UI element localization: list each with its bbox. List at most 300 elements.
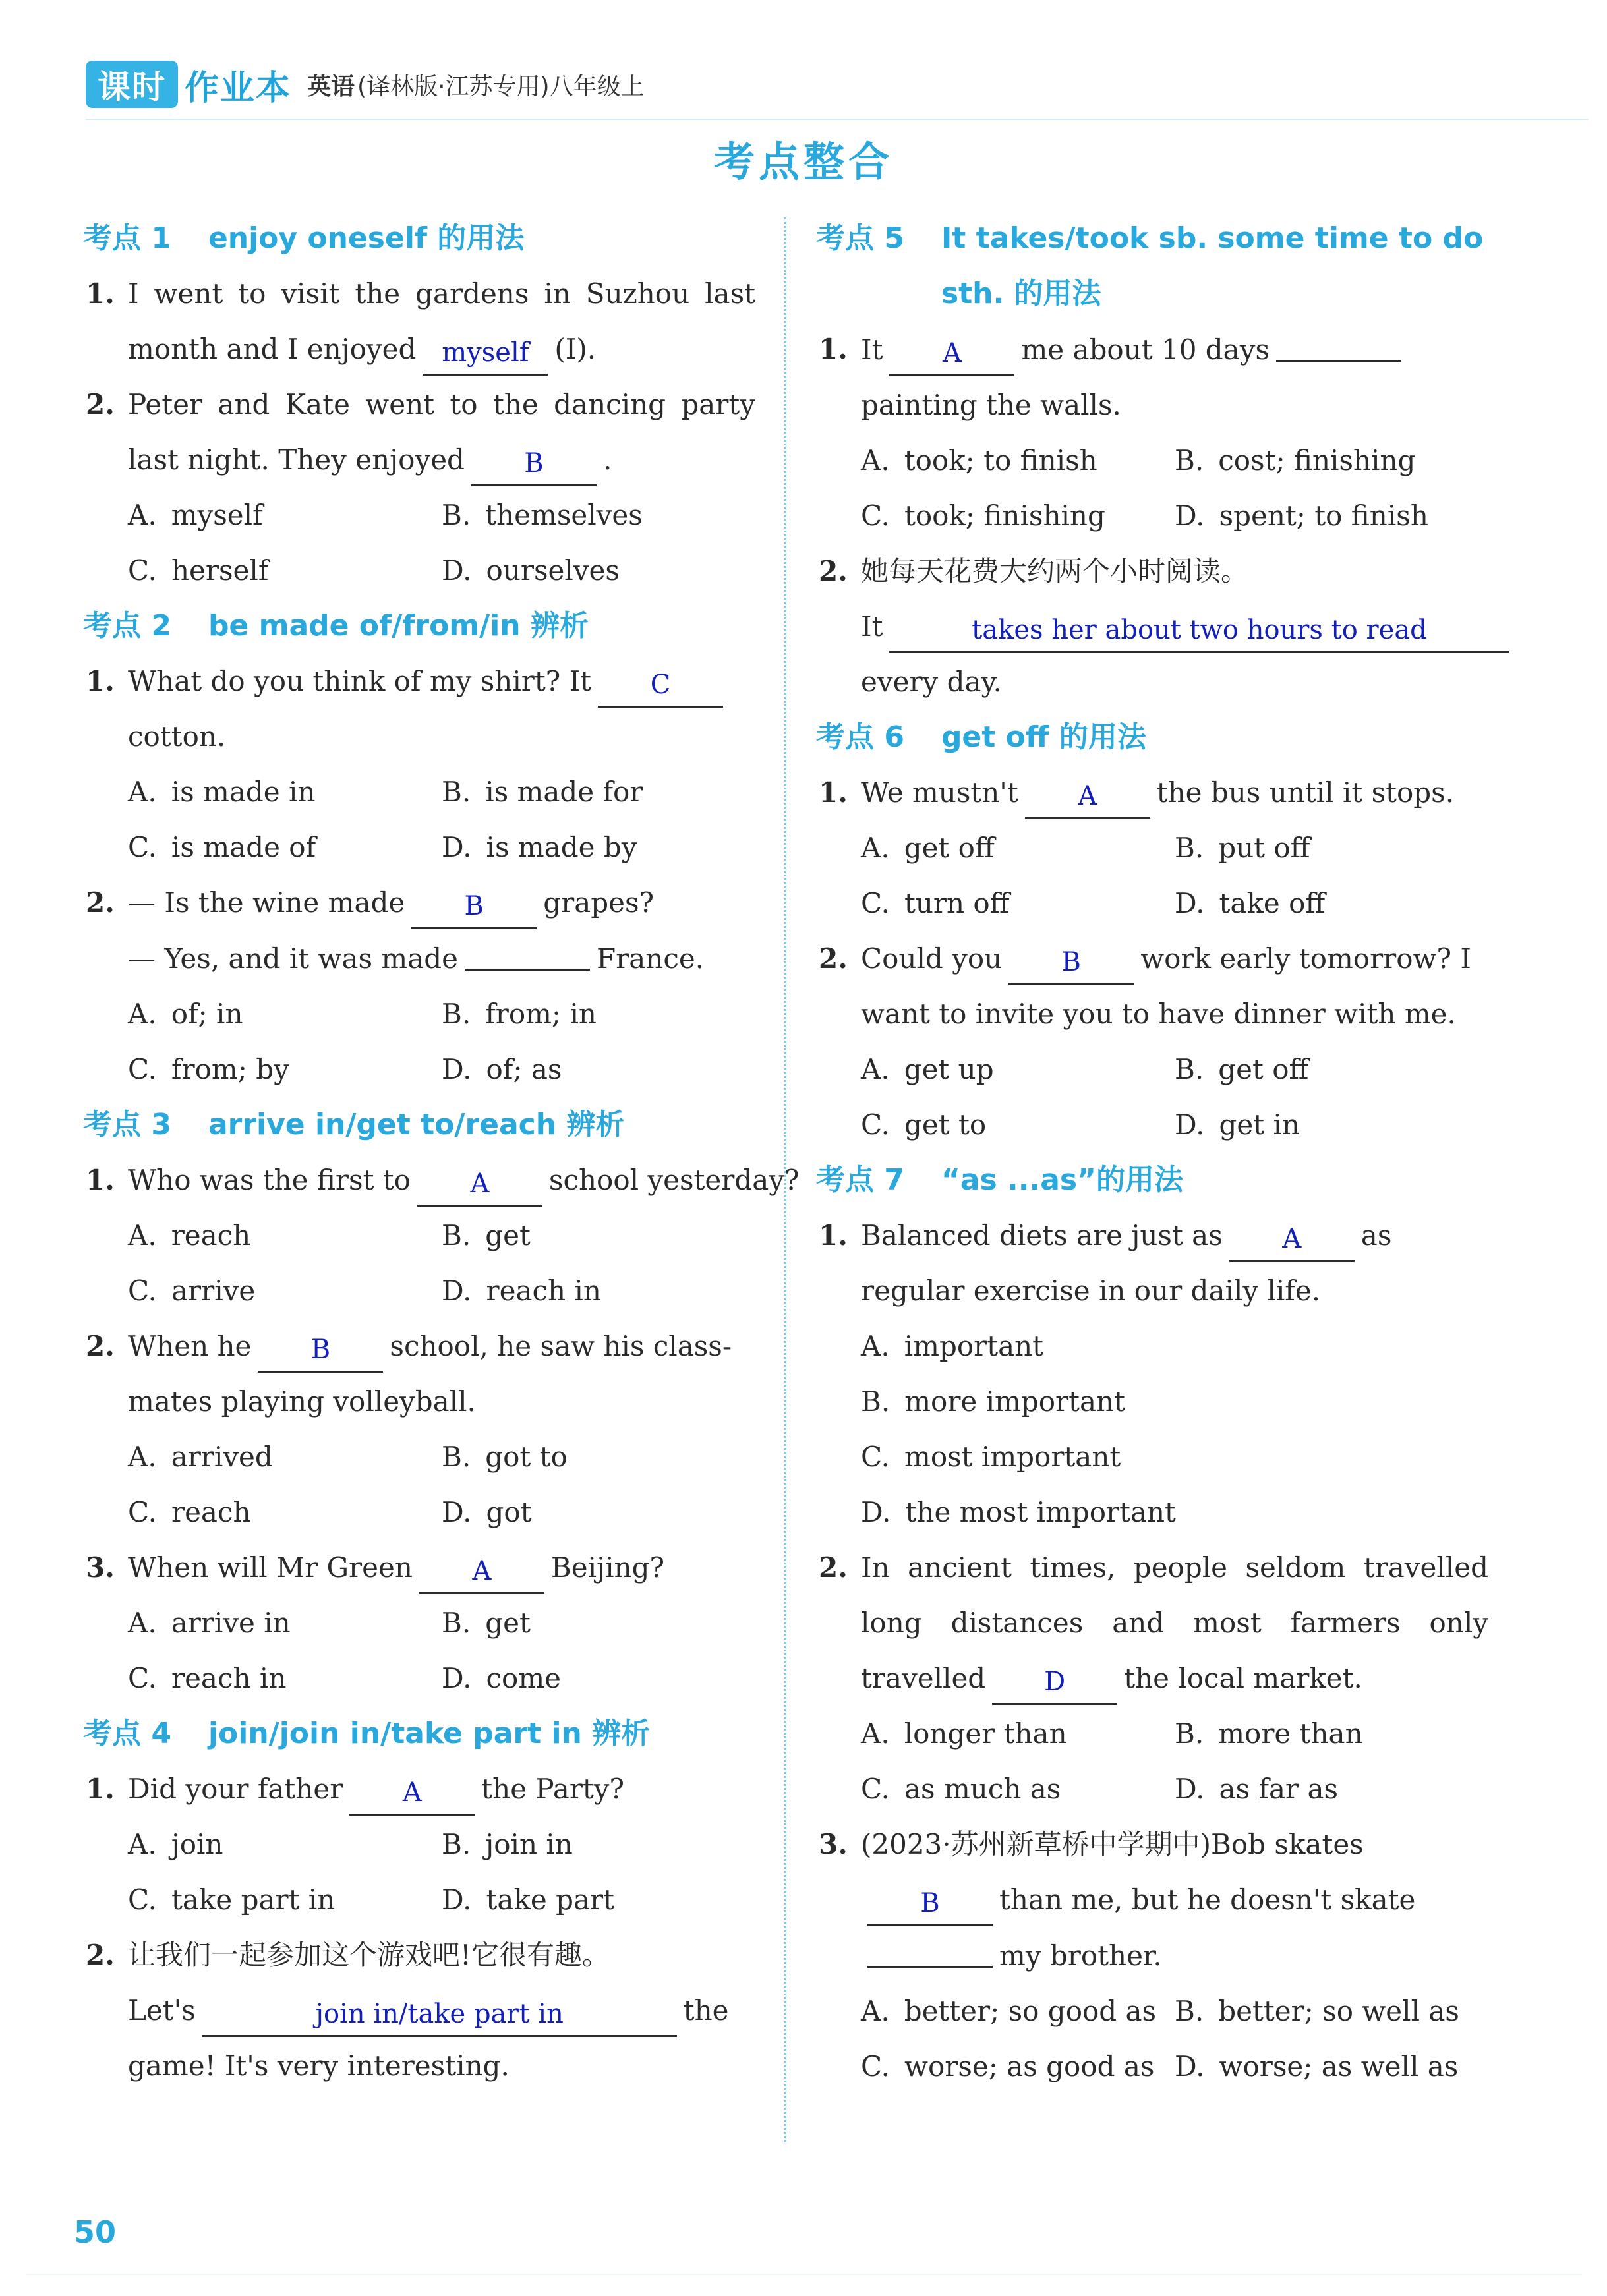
answer-options — [128, 1208, 755, 1319]
option-letter: C. — [861, 1108, 890, 1141]
question-line — [128, 266, 755, 322]
option-item — [861, 1042, 1175, 1097]
question-number: 2. — [86, 886, 115, 919]
question-text: painting the walls. — [861, 389, 1121, 421]
option-letter: C. — [861, 887, 890, 919]
option-letter: B. — [1175, 1995, 1204, 2027]
question-text: In ancient times, people seldom travelled — [861, 1551, 1488, 1584]
question-text: France. — [597, 942, 705, 975]
option-letter: D. — [442, 831, 472, 863]
option-item — [861, 1374, 1488, 1429]
option-letter: C. — [128, 1883, 157, 1916]
page-number: 50 — [74, 2214, 117, 2250]
option-text: come — [486, 1662, 562, 1694]
option-letter: B. — [1175, 444, 1204, 476]
answer-blank[interactable] — [1276, 322, 1401, 362]
question-text: What do you think of my shirt? It — [128, 665, 592, 697]
question-number: 1. — [86, 665, 115, 697]
answer-options — [128, 488, 755, 598]
answer-blank[interactable] — [423, 335, 548, 376]
topic-heading — [816, 1153, 1488, 1208]
question-line — [128, 1374, 755, 1429]
option-text: take off — [1219, 887, 1326, 919]
question-line — [128, 709, 755, 764]
option-letter: C. — [128, 831, 157, 863]
question-line — [128, 875, 755, 931]
option-item — [442, 1651, 755, 1706]
option-text: better; so good as — [904, 1995, 1157, 2027]
question-number: 2. — [819, 1551, 848, 1584]
question-text: (2023·苏州新草桥中学期中)Bob skates — [861, 1828, 1364, 1860]
option-letter: B. — [1175, 832, 1204, 864]
option-letter: D. — [1175, 2050, 1205, 2082]
option-text: cost; finishing — [1218, 444, 1416, 476]
option-letter: A. — [128, 776, 157, 808]
answer-options — [861, 1042, 1488, 1153]
question-text: 让我们一起参加这个游戏吧!它很有趣。 — [128, 1939, 610, 1971]
question-line — [861, 1208, 1488, 1263]
option-item — [1175, 433, 1488, 488]
question-text: (I). — [554, 333, 597, 365]
option-letter: C. — [861, 1773, 890, 1805]
question-line — [861, 1651, 1488, 1706]
option-letter: B. — [442, 1607, 471, 1639]
question-text: than me, but he doesn't skate — [999, 1883, 1416, 1916]
option-item — [1175, 1042, 1488, 1097]
question — [816, 1208, 1488, 1540]
header-divider — [86, 119, 1589, 120]
option-letter: D. — [1175, 1773, 1205, 1805]
option-text: the most important — [905, 1496, 1176, 1528]
question-line — [128, 377, 755, 432]
option-text: of; in — [171, 998, 243, 1030]
option-letter: D. — [442, 554, 472, 587]
answer-blank[interactable] — [867, 1886, 993, 1926]
answer-blank[interactable] — [411, 889, 537, 929]
answer-blank[interactable] — [598, 668, 723, 708]
option-text: myself — [171, 499, 263, 531]
option-letter: A. — [128, 1441, 157, 1473]
topic-number: 考点 6 — [816, 720, 904, 754]
option-text: longer than — [904, 1717, 1067, 1750]
question-line — [861, 1872, 1488, 1928]
option-text: turn off — [904, 887, 1010, 919]
question-text: It — [861, 333, 883, 366]
option-text: get to — [904, 1108, 987, 1141]
question-number: 2. — [86, 1939, 115, 1971]
question-line — [128, 654, 755, 709]
question — [83, 1928, 755, 2094]
question-line — [861, 1817, 1488, 1872]
option-text: arrived — [171, 1441, 273, 1473]
question-text: last night. They enjoyed — [128, 444, 465, 476]
option-text: took; to finish — [904, 444, 1097, 476]
topic-heading — [83, 1706, 755, 1762]
option-letter: D. — [1175, 1108, 1205, 1141]
answer-options — [128, 764, 755, 875]
option-item — [442, 1208, 755, 1263]
filled-answer: B — [920, 1888, 940, 1918]
option-item — [861, 1984, 1175, 2039]
option-item — [1175, 488, 1488, 544]
question-line — [861, 931, 1488, 987]
option-letter: A. — [861, 1717, 890, 1750]
question-line — [861, 322, 1488, 378]
question-text: When he — [128, 1330, 252, 1362]
question — [816, 544, 1488, 710]
question-line — [861, 1263, 1488, 1319]
question-text: Beijing? — [550, 1551, 664, 1584]
option-letter: B. — [442, 998, 471, 1030]
option-text: reach in — [486, 1275, 601, 1307]
question-text: travelled — [861, 1662, 986, 1694]
option-text: take part in — [171, 1883, 336, 1916]
question-number: 1. — [86, 277, 115, 310]
option-text: is made for — [485, 776, 643, 808]
answer-options — [861, 1706, 1488, 1817]
option-letter: C. — [128, 1053, 157, 1085]
question-text: grapes? — [543, 886, 655, 919]
topic-number: 考点 2 — [83, 609, 171, 643]
option-text: as much as — [904, 1773, 1061, 1805]
option-letter: A. — [128, 998, 157, 1030]
option-text: reach — [171, 1219, 251, 1251]
option-letter: C. — [861, 2050, 890, 2082]
question-line — [128, 1928, 755, 1983]
option-item — [861, 1762, 1175, 1817]
question-text: Did your father — [128, 1773, 343, 1805]
option-item — [128, 1651, 442, 1706]
option-letter: C. — [128, 1496, 157, 1528]
answer-options — [861, 820, 1488, 931]
option-text: themselves — [485, 499, 643, 531]
question-text: the Party? — [481, 1773, 625, 1805]
question-line — [128, 432, 755, 488]
answer-blank[interactable] — [992, 1665, 1117, 1705]
option-letter: D. — [1175, 887, 1205, 919]
option-item — [128, 1429, 442, 1485]
question-number: 3. — [819, 1828, 848, 1860]
option-item — [128, 1263, 442, 1319]
option-text: arrive in — [171, 1607, 291, 1639]
option-item — [442, 1042, 755, 1097]
option-item — [128, 1208, 442, 1263]
option-letter: D. — [442, 1662, 472, 1694]
option-letter: D. — [442, 1883, 472, 1916]
option-item — [128, 488, 442, 543]
answer-blank[interactable] — [417, 1166, 542, 1207]
answer-blank[interactable] — [202, 1997, 677, 2037]
option-letter: B. — [1175, 1717, 1204, 1750]
answer-blank[interactable] — [465, 931, 590, 971]
filled-answer: B — [310, 1335, 331, 1365]
option-letter: A. — [861, 1995, 890, 2027]
question-line — [128, 931, 755, 987]
option-text: take part — [486, 1883, 614, 1916]
question-text: want to invite you to have dinner with me. — [861, 998, 1456, 1030]
option-letter: C. — [128, 1662, 157, 1694]
option-item — [442, 1263, 755, 1319]
option-letter: D. — [442, 1496, 472, 1528]
option-letter: A. — [128, 499, 157, 531]
answer-blank[interactable] — [1025, 779, 1150, 819]
page-title: 考点整合 — [713, 138, 893, 186]
topic-number: 考点 7 — [816, 1163, 904, 1197]
option-item — [861, 876, 1175, 931]
option-text: reach in — [171, 1662, 287, 1694]
question-number: 2. — [86, 388, 115, 420]
option-text: worse; as good as — [904, 2050, 1155, 2082]
question-number: 2. — [86, 1330, 115, 1362]
question-text: the local market. — [1124, 1662, 1362, 1694]
question-line — [128, 1153, 800, 1208]
question-number: 1. — [819, 333, 848, 365]
question-line — [861, 765, 1488, 820]
question-number: 1. — [819, 776, 848, 809]
filled-answer: A — [1282, 1224, 1302, 1254]
question-text: as — [1360, 1219, 1392, 1251]
option-item — [128, 764, 442, 820]
option-text: of; as — [486, 1053, 562, 1085]
answer-blank[interactable] — [1008, 945, 1134, 985]
answer-blank[interactable] — [889, 613, 1509, 653]
option-text: important — [904, 1330, 1044, 1362]
question-line — [128, 1983, 755, 2038]
option-text: got — [486, 1496, 532, 1528]
question-text: the bus until it stops. — [1156, 776, 1455, 809]
option-letter: A. — [128, 1828, 157, 1860]
option-letter: C. — [861, 1441, 890, 1473]
question-text: long distances and most farmers only — [861, 1607, 1488, 1639]
answer-blank[interactable] — [889, 336, 1014, 376]
question-line — [861, 1595, 1488, 1651]
option-item — [861, 1097, 1175, 1153]
option-text: arrive — [171, 1275, 256, 1307]
question — [83, 654, 755, 875]
option-item — [861, 433, 1175, 488]
filled-answer: D — [1044, 1667, 1066, 1697]
option-text: get up — [904, 1053, 994, 1085]
answer-options — [128, 1817, 755, 1928]
filled-answer: myself — [442, 337, 529, 368]
option-letter: C. — [128, 554, 157, 587]
filled-answer: A — [402, 1777, 422, 1808]
option-letter: C. — [861, 500, 890, 532]
question — [816, 322, 1488, 544]
question-text: work early tomorrow? I — [1140, 942, 1471, 975]
option-letter: B. — [442, 1219, 471, 1251]
option-item — [1175, 1762, 1488, 1817]
option-item — [128, 1485, 442, 1540]
question — [83, 1540, 755, 1706]
topic-heading — [83, 1097, 755, 1153]
filled-answer: C — [650, 670, 671, 700]
question-number: 3. — [86, 1551, 115, 1584]
option-text: put off — [1218, 832, 1310, 864]
question-number: 2. — [819, 942, 848, 975]
option-text: ourselves — [486, 554, 620, 587]
answer-blank[interactable] — [419, 1554, 544, 1594]
book-edition — [307, 68, 645, 101]
question-text: We mustn't — [861, 776, 1018, 809]
option-item — [861, 1485, 1488, 1540]
option-letter: D. — [1175, 500, 1205, 532]
question-line — [861, 544, 1488, 599]
option-item — [442, 1429, 755, 1485]
option-text: spent; to finish — [1219, 500, 1428, 532]
question-text: — Yes, and it was made — [128, 942, 459, 975]
option-item — [1175, 2039, 1488, 2094]
page-header — [86, 58, 645, 111]
option-item — [1175, 820, 1488, 876]
question — [816, 931, 1488, 1153]
left-column — [83, 211, 800, 2094]
option-letter: D. — [442, 1053, 472, 1085]
question-text: game! It's very interesting. — [128, 2050, 510, 2082]
option-letter: B. — [442, 1441, 471, 1473]
question-line — [128, 1762, 755, 1817]
question-line — [128, 1319, 755, 1374]
question-text: Could you — [861, 942, 1003, 975]
topic-title: be made of/from/in 辨析 — [208, 609, 589, 643]
option-item — [861, 488, 1175, 544]
question-line — [861, 378, 1488, 433]
topic-title: get off 的用法 — [941, 720, 1146, 754]
answer-blank[interactable] — [258, 1333, 383, 1373]
option-text: get off — [1218, 1053, 1309, 1085]
option-letter: A. — [861, 1053, 890, 1085]
subject-label: 英语 — [307, 72, 355, 100]
footer-divider — [26, 2274, 1582, 2275]
question-text: cotton. — [128, 720, 226, 753]
option-text: get off — [904, 832, 995, 864]
question-text: Let's — [128, 1994, 196, 2026]
answer-blank[interactable] — [867, 1928, 993, 1968]
topic-number: 考点 5 — [816, 221, 904, 255]
question-text: Balanced diets are just as — [861, 1219, 1223, 1251]
question-text: When will Mr Green — [128, 1551, 413, 1584]
question — [83, 1319, 755, 1540]
option-item — [128, 987, 442, 1042]
topic-number: 考点 4 — [83, 1717, 171, 1750]
question-text: mates playing volleyball. — [128, 1385, 476, 1418]
question-line — [861, 1928, 1488, 1984]
option-item — [1175, 1984, 1488, 2039]
question-text: month and I enjoyed — [128, 333, 417, 365]
question-line — [861, 1540, 1488, 1595]
option-text: join — [171, 1828, 223, 1860]
option-letter: A. — [128, 1607, 157, 1639]
option-text: as far as — [1219, 1773, 1339, 1805]
question-text: the — [683, 1994, 729, 2026]
option-text: is made of — [171, 831, 316, 863]
option-item — [442, 1872, 755, 1928]
topic-heading — [816, 710, 1488, 765]
filled-answer: join in/take part in — [315, 1999, 564, 2029]
option-item — [442, 987, 755, 1042]
topic-title: enjoy oneself 的用法 — [208, 221, 525, 255]
question-text: regular exercise in our daily life. — [861, 1275, 1321, 1307]
question-text: 她每天花费大约两个小时阅读。 — [861, 555, 1249, 587]
option-text: get — [485, 1607, 531, 1639]
option-item — [128, 543, 442, 598]
topic-number: 考点 3 — [83, 1108, 171, 1141]
filled-answer: A — [472, 1556, 492, 1586]
topic-title: arrive in/get to/reach 辨析 — [208, 1108, 625, 1141]
answer-options — [128, 987, 755, 1097]
option-item — [442, 1817, 755, 1872]
option-text: reach — [171, 1496, 251, 1528]
filled-answer: A — [943, 338, 962, 368]
answer-blank[interactable] — [471, 446, 597, 486]
option-text: join in — [485, 1828, 573, 1860]
option-text: from; in — [485, 998, 597, 1030]
option-letter: A. — [861, 1330, 890, 1362]
option-item — [442, 820, 755, 875]
option-item — [128, 1042, 442, 1097]
question-text: my brother. — [999, 1939, 1162, 1972]
edition-label: (译林版·江苏专用)八年级上 — [357, 72, 645, 100]
option-item — [128, 1817, 442, 1872]
option-item — [442, 488, 755, 543]
answer-options — [861, 433, 1488, 544]
question — [816, 1540, 1488, 1817]
question — [83, 266, 755, 377]
question-text: It — [861, 610, 883, 643]
option-text: got to — [485, 1441, 568, 1473]
question-text: school yesterday? — [548, 1164, 800, 1196]
option-item — [861, 1706, 1175, 1762]
question — [83, 377, 755, 598]
option-item — [1175, 1097, 1488, 1153]
question-text: me about 10 days — [1021, 333, 1270, 366]
option-text: get — [485, 1219, 531, 1251]
option-letter: B. — [442, 1828, 471, 1860]
question — [816, 765, 1488, 931]
option-text: herself — [171, 554, 269, 587]
question-line — [861, 654, 1488, 710]
option-letter: B. — [442, 776, 471, 808]
question — [83, 1153, 800, 1319]
filled-answer: A — [470, 1168, 490, 1199]
option-letter: D. — [861, 1496, 891, 1528]
column-divider — [784, 217, 786, 2142]
question-number: 1. — [86, 1164, 115, 1196]
topic-heading — [816, 211, 1488, 322]
filled-answer: A — [1078, 781, 1097, 811]
answer-blank[interactable] — [1229, 1222, 1355, 1262]
topic-heading — [83, 211, 755, 266]
answer-options — [861, 1984, 1488, 2094]
question-text: Who was the first to — [128, 1164, 411, 1196]
option-text: is made by — [486, 831, 637, 863]
answer-options — [128, 1595, 755, 1706]
answer-options — [861, 1319, 1488, 1540]
option-item — [861, 1319, 1488, 1374]
question-line — [128, 1540, 755, 1595]
question-line — [861, 987, 1488, 1042]
topic-title: join/join in/take part in 辨析 — [208, 1717, 651, 1750]
topic-heading — [83, 598, 755, 654]
option-letter: A. — [128, 1219, 157, 1251]
option-letter: D. — [442, 1275, 472, 1307]
answer-blank[interactable] — [349, 1775, 475, 1816]
brand-logo-text: 作业本 — [185, 68, 292, 108]
option-item — [442, 543, 755, 598]
question-line — [861, 599, 1488, 654]
question-text: — Is the wine made — [128, 886, 405, 919]
option-text: is made in — [171, 776, 316, 808]
